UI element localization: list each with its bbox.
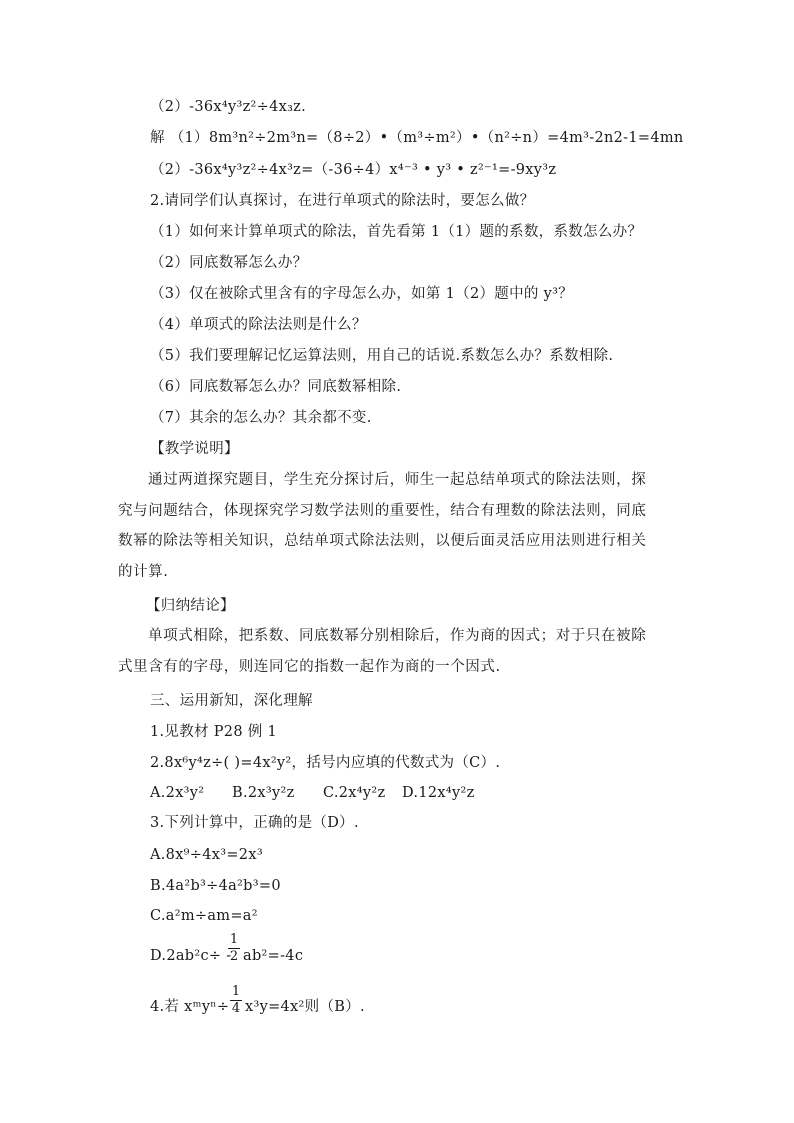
option-b: B.2x³y²z [232, 785, 295, 801]
fraction-one-quarter [230, 985, 242, 1016]
paragraph-conclusion [118, 621, 678, 682]
paragraph-line: 单项式相除，把系数、同底数幂分别相除后，作为商的因式；对于只在被除 [148, 628, 647, 644]
paragraph-line: 究与问题结合，体现探究学习数学法则的重要性，结合有理数的除法法则，同底 [118, 502, 647, 519]
fraction-denominator: 2 [229, 949, 239, 964]
text-line: （4）单项式的除法法则是什么？ [150, 317, 367, 333]
paragraph-line: 通过两道探究题目，学生充分探讨后，师生一起总结单项式的除法法则，探 [148, 472, 647, 488]
section-heading: 【归纳结论】 [146, 598, 235, 614]
text-line: 解 （1）8m³n²÷2m³n=（8÷2）•（m³÷m²）•（n²÷n）=4m³-2n2-1=4mn [150, 130, 684, 146]
question-3: 3.下列计算中，正确的是（D）. [150, 815, 359, 831]
paragraph-line: 式里含有的字母，则连同它的指数一起作为商的一个因式. [118, 658, 501, 675]
text-line: （6）同底数幂怎么办？同底数幂相除. [150, 379, 402, 395]
question-4-continued: x³y=4x²则（B）. [245, 999, 365, 1015]
option-d: D.2ab²c÷ - [150, 948, 232, 964]
text-line: （2）-36x⁴y³z²÷4x₃z. [150, 99, 307, 115]
fraction-numerator: 1 [231, 984, 241, 999]
section-heading: 【教学说明】 [150, 441, 239, 457]
text-line: （7）其余的怎么办？其余都不变. [150, 410, 372, 426]
option-d-continued: ab²=-4c [243, 948, 304, 964]
option-d: D.12x⁴y²z [402, 785, 475, 801]
text-line: （5）我们要理解记忆运算法则，用自己的话说.系数怎么办？系数相除. [150, 348, 614, 364]
paragraph-line: 的计算. [118, 564, 169, 581]
paragraph-teaching-note [118, 465, 678, 588]
text-line: （1）如何来计算单项式的除法，首先看第 1（1）题的系数，系数怎么办？ [150, 224, 643, 240]
question-1: 1.见教材 P28 例 1 [150, 724, 277, 740]
option-c: C.2x⁴y²z [323, 785, 386, 801]
text-line: （2）同底数幂怎么办？ [150, 255, 308, 271]
text-line: （2）-36x⁴y³z²÷4x³z=（-36÷4）x⁴⁻³ • y³ • z²⁻¹=-9xy³z [150, 162, 557, 178]
paragraph-line: 数幂的除法等相关知识，总结单项式除法法则，以便后面灵活应用法则进行相关 [118, 533, 647, 550]
fraction-denominator: 4 [231, 1001, 241, 1016]
question-4: 4.若 xᵐyⁿ÷ [150, 999, 230, 1015]
fraction-one-half [228, 933, 240, 964]
text-line: 2.请同学们认真探讨，在进行单项式的除法时，要怎么做？ [150, 193, 535, 209]
text-line: （3）仅在被除式里含有的字母怎么办，如第 1（2）题中的 y³？ [150, 286, 573, 302]
fraction-numerator: 1 [229, 932, 239, 947]
section-title: 三、运用新知，深化理解 [150, 693, 313, 709]
option-c: C.a²m÷am=a² [150, 908, 258, 924]
option-a: A.2x³y² [150, 785, 205, 801]
option-b: B.4a²b³÷4a²b³=0 [150, 878, 281, 894]
option-a: A.8x⁹÷4x³=2x³ [150, 847, 263, 863]
question-2: 2.8x⁶y⁴z÷( )=4x²y²，括号内应填的代数式为（C）. [150, 755, 501, 771]
